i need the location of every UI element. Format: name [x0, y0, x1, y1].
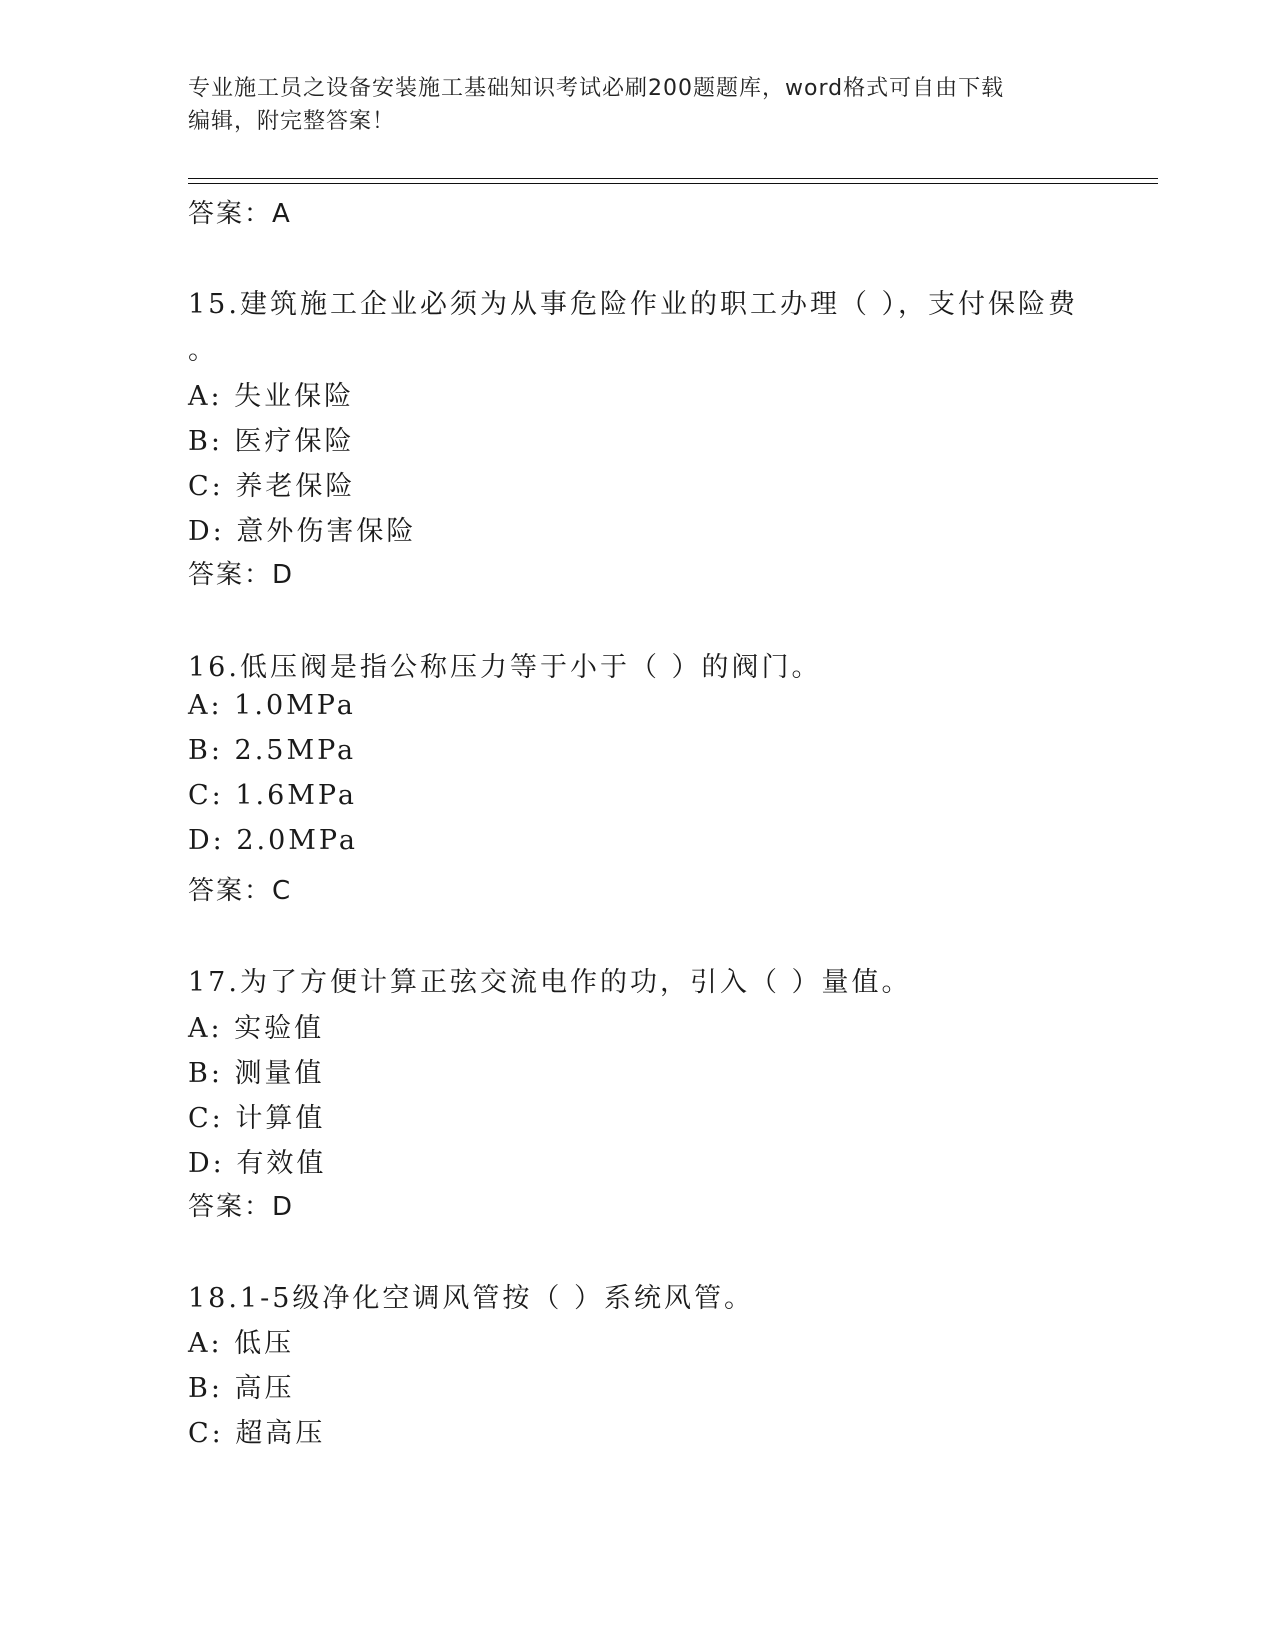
- question-15-option-c: C: 养老保险: [188, 471, 356, 502]
- question-17-option-c: C: 计算值: [188, 1103, 326, 1134]
- question-17-option-a: A: 实验值: [188, 1013, 325, 1044]
- header-divider-bottom: [188, 183, 1158, 184]
- question-15-option-b: B: 医疗保险: [188, 426, 355, 457]
- question-16-stem: 16.低压阀是指公称压力等于小于（ ）的阀门。: [188, 652, 822, 683]
- header-divider-top: [188, 178, 1158, 179]
- question-17-stem: 17.为了方便计算正弦交流电作的功，引入（ ）量值。: [188, 967, 912, 998]
- question-16-option-a: A: 1.0MPa: [188, 690, 356, 721]
- question-18-option-b: B: 高压: [188, 1373, 295, 1404]
- question-16-option-c: C: 1.6MPa: [188, 780, 357, 811]
- question-15-option-d: D: 意外伤害保险: [188, 516, 417, 547]
- question-18-option-c: C: 超高压: [188, 1418, 326, 1449]
- header-line-2: 编辑，附完整答案！: [188, 109, 396, 134]
- question-17-option-d: D: 有效值: [188, 1148, 327, 1179]
- question-15-stem-continued: 。: [188, 335, 218, 366]
- question-18-stem: 18.1-5级净化空调风管按（ ）系统风管。: [188, 1283, 755, 1314]
- question-15-answer: 答案：D: [188, 560, 295, 590]
- previous-answer: 答案：A: [188, 199, 292, 229]
- question-16-option-d: D: 2.0MPa: [188, 825, 358, 856]
- question-17-option-b: B: 测量值: [188, 1058, 325, 1089]
- question-16-answer: 答案：C: [188, 876, 293, 906]
- question-15-stem: 15.建筑施工企业必须为从事危险作业的职工办理（ ），支付保险费: [188, 289, 1079, 320]
- header-line-1: 专业施工员之设备安装施工基础知识考试必刷200题题库，word格式可自由下载: [188, 76, 1005, 101]
- question-15-option-a: A: 失业保险: [188, 381, 355, 412]
- question-16-option-b: B: 2.5MPa: [188, 735, 357, 766]
- document-header: [188, 72, 1068, 138]
- question-18-option-a: A: 低压: [188, 1328, 295, 1359]
- question-17-answer: 答案：D: [188, 1192, 295, 1222]
